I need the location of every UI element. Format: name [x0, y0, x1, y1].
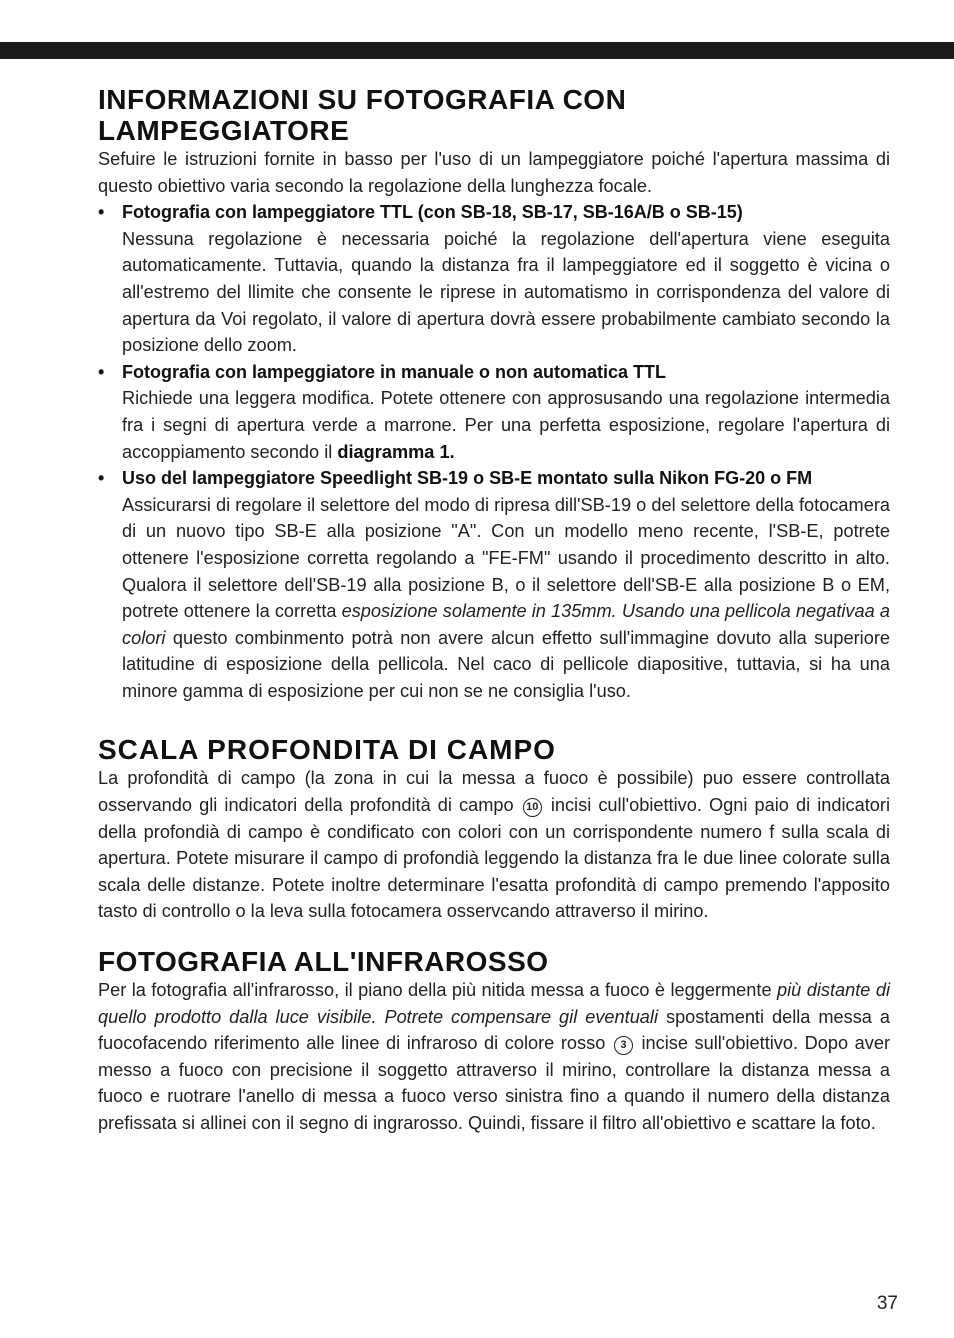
top-border-bar: [0, 42, 954, 59]
list-item: [98, 199, 890, 359]
marker-10-icon: 10: [523, 798, 542, 817]
infrared-text-start: Per la fotografia all'infrarosso, il piano della più nitida messa a fuoco è leggermente: [98, 980, 772, 1001]
bullet-text: [122, 385, 890, 465]
flash-title-line1: INFORMAZIONI SU FOTOGRAFIA CON: [98, 84, 627, 115]
infrared-text-mid: spostamenti della messa a fuocofacendo riferimento alle linee di infraroso di colore rosso: [98, 1006, 890, 1054]
flash-section-title: [98, 84, 890, 146]
bullet-text-body: Assicurarsi di regolare il selettore del modo di ripresa dill'SB-19 o del selettore della fotocamera di un nuovo tipo SB-E alla posizione "A". Con un modello meno recente, l'SB-E, potrete ottenere l'esposizione corretta regolando a "FE-FM" usando il procedimento descritto in alto. Qualora il selettore dell'SB-19 alla posizione B, o il selettore dell'SB-E alla posizione B o EM, potrete ottenere la corretta: [122, 494, 890, 622]
bullet-text-end: questo combinmento potrà non avere alcun effetto sull'immagine dovuto alla superiore latitudine di esposizione della pellicola. Nel caco di pellicole diapositive, tuttavia, si ha una minore gamma di esposizione per cui non se ne consiglia l'uso.: [122, 627, 890, 701]
diagram-reference: diagramma 1.: [337, 441, 455, 462]
bullet-text: [122, 492, 890, 705]
flash-intro: Sefuire le istruzioni fornite in basso per l'uso di un lampeggiatore poiché l'apertura massima di questo obiettivo varia secondo la regolazione della lunghezza focale.: [98, 149, 890, 196]
page-content: [98, 84, 890, 1137]
infrared-text: [98, 977, 890, 1137]
list-item: [98, 359, 890, 465]
flash-title-line2: LAMPEGGIATORE: [98, 115, 350, 146]
bullet-text-italic: esposizione solamente in 135mm. Usando una pellicola negativaa a colori: [122, 601, 890, 648]
bullet-icon: •: [98, 468, 105, 489]
infrared-section-title: FOTOGRAFIA ALL'INFRAROSSO: [98, 946, 549, 978]
bullet-icon: •: [98, 361, 105, 382]
depth-text-after: incisi cull'obiettivo. Ogni paio di indicatori della profondià di campo è condificato con colori con un corrispondente numero f sulla scala di apertura. Potete misurare il campo di profondià leggendo la distanza fra le due linee colorate sulla scala delle distanze. Potete inoltre determinare l'esatta profondità di campo premendo l'apposito tasto di controllo o la leva sulla fotocamera osservcando attraverso il mirino.: [98, 795, 890, 922]
bullet-title: Fotografia con lampeggiatore in manuale o non automatica TTL: [122, 361, 667, 382]
page-number: 37: [876, 1293, 898, 1314]
infrared-text-end: incise sull'obiettivo. Dopo aver messo a fuoco con precisione il soggetto attraverso il mirino, controllare la distanza messa a fuoco e ruotrare l'anello di messa a fuoco verso sinistra fino a quando il numero della distanza prefissata si allinei con il segno di ingrarosso. Quindi, fissare il filtro all'obiettivo e scattare la foto.: [98, 1033, 891, 1133]
depth-text-before: La profondità di campo (la zona in cui la messa a fuoco è possibile) puo essere controllata osservando gli indicatori della profondità di campo: [98, 768, 890, 816]
depth-text: [98, 765, 890, 925]
infrared-text-italic: più distante di quello prodotto dalla luce visibile. Potrete compensare gil eventuali: [98, 980, 890, 1027]
bullet-text-body: Richiede una leggera modifica. Potete ottenere con approsusando una regolazione intermedia fra i segni di apertura verde a marrone. Per una perfetta esposizione, regolare l'apertura di accoppiamento secondo il: [122, 388, 890, 462]
bullet-title: Fotografia con lampeggiatore TTL (con SB-18, SB-17, SB-16A/B o SB-15): [122, 202, 743, 223]
bullet-text: Nessuna regolazione è necessaria poiché la regolazione dell'apertura viene eseguita automaticamente. Tuttavia, quando la distanza fra il lampeggiatore ed il soggetto è vicina o all'estremo del llimite che consente le riprese in automatismo in corrispondenza del valore di apertura da Voi regolato, il valore di apertura dovrà essere probabilmente cambiato secondo la posizione dello zoom.: [122, 228, 890, 356]
list-item: [98, 465, 890, 704]
marker-3-icon: 3: [614, 1036, 633, 1055]
bullet-icon: •: [98, 202, 105, 223]
bullet-title: Uso del lampeggiatore Speedlight SB-19 o SB-E montato sulla Nikon FG-20 o FM: [122, 468, 813, 489]
depth-section-title: SCALA PROFONDITA DI CAMPO: [98, 734, 556, 766]
